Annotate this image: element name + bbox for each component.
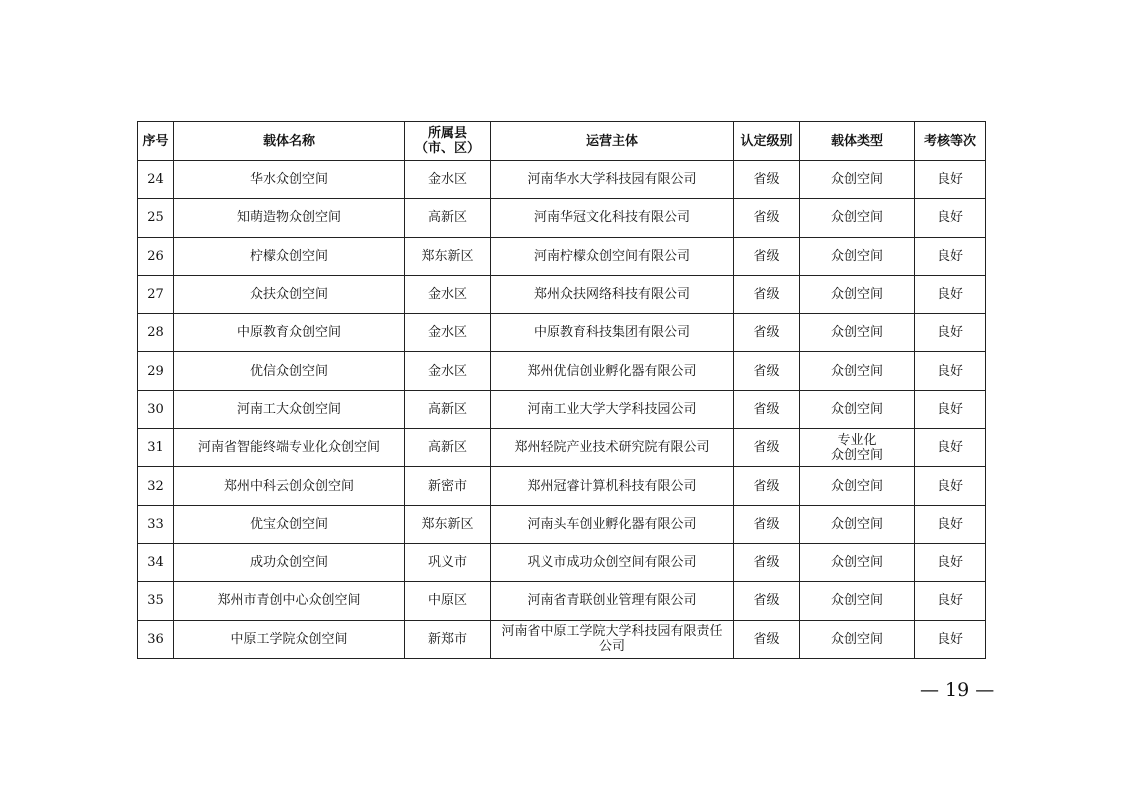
cell-name: 郑州市青创中心众创空间 xyxy=(174,582,405,620)
cell-type: 众创空间 xyxy=(800,582,915,620)
cell-seq: 29 xyxy=(138,352,174,390)
cell-rating: 良好 xyxy=(915,390,986,428)
cell-name: 优信众创空间 xyxy=(174,352,405,390)
cell-type: 众创空间 xyxy=(800,161,915,199)
cell-operator: 郑州众扶网络科技有限公司 xyxy=(491,275,734,313)
cell-operator-line1: 河南省中原工学院大学科技园有限责任 xyxy=(501,624,723,640)
cell-operator: 郑州轻院产业技术研究院有限公司 xyxy=(491,429,734,467)
table-row xyxy=(138,314,986,352)
cell-rating: 良好 xyxy=(915,237,986,275)
cell-type: 众创空间 xyxy=(800,199,915,237)
cell-level: 省级 xyxy=(734,352,800,390)
cell-type-line1: 专业化 xyxy=(837,432,877,448)
table-row xyxy=(138,429,986,467)
cell-name: 优宝众创空间 xyxy=(174,505,405,543)
cell-operator: 河南省青联创业管理有限公司 xyxy=(491,582,734,620)
cell-rating: 良好 xyxy=(915,314,986,352)
carrier-table xyxy=(137,121,986,659)
cell-level: 省级 xyxy=(734,467,800,505)
table-row xyxy=(138,352,986,390)
cell-operator: 郑州优信创业孵化器有限公司 xyxy=(491,352,734,390)
cell-level: 省级 xyxy=(734,161,800,199)
header-type: 载体类型 xyxy=(800,122,915,161)
cell-type: 众创空间 xyxy=(800,505,915,543)
header-county-line1: 所属县 xyxy=(427,126,467,141)
cell-level: 省级 xyxy=(734,505,800,543)
cell-seq: 31 xyxy=(138,429,174,467)
cell-seq: 36 xyxy=(138,620,174,658)
cell-rating: 良好 xyxy=(915,275,986,313)
table-row xyxy=(138,543,986,581)
header-operator: 运营主体 xyxy=(491,122,734,161)
cell-type: 众创空间 xyxy=(800,275,915,313)
cell-type: 众创空间 xyxy=(800,314,915,352)
table-row xyxy=(138,505,986,543)
cell-rating: 良好 xyxy=(915,467,986,505)
cell-operator: 中原教育科技集团有限公司 xyxy=(491,314,734,352)
cell-level: 省级 xyxy=(734,543,800,581)
cell-county: 高新区 xyxy=(405,390,491,428)
page-number: — 19 — xyxy=(920,679,995,701)
cell-level: 省级 xyxy=(734,429,800,467)
cell-name: 柠檬众创空间 xyxy=(174,237,405,275)
cell-level: 省级 xyxy=(734,199,800,237)
cell-name: 郑州中科云创众创空间 xyxy=(174,467,405,505)
cell-name: 中原教育众创空间 xyxy=(174,314,405,352)
table-row xyxy=(138,467,986,505)
cell-name: 成功众创空间 xyxy=(174,543,405,581)
cell-level: 省级 xyxy=(734,620,800,658)
cell-seq: 32 xyxy=(138,467,174,505)
header-level: 认定级别 xyxy=(734,122,800,161)
cell-operator: 郑州冠睿计算机科技有限公司 xyxy=(491,467,734,505)
cell-county: 中原区 xyxy=(405,582,491,620)
cell-level: 省级 xyxy=(734,237,800,275)
table-row xyxy=(138,620,986,658)
table-row xyxy=(138,237,986,275)
header-seq: 序号 xyxy=(138,122,174,161)
cell-county: 郑东新区 xyxy=(405,237,491,275)
cell-type: 众创空间 xyxy=(800,543,915,581)
cell-type xyxy=(800,429,915,467)
cell-rating: 良好 xyxy=(915,620,986,658)
cell-type: 众创空间 xyxy=(800,467,915,505)
table-body xyxy=(138,161,986,659)
cell-type: 众创空间 xyxy=(800,390,915,428)
cell-seq: 33 xyxy=(138,505,174,543)
header-county xyxy=(405,122,491,161)
cell-seq: 26 xyxy=(138,237,174,275)
cell-type: 众创空间 xyxy=(800,237,915,275)
table-row xyxy=(138,161,986,199)
header-county-line2: （市、区） xyxy=(414,141,480,156)
cell-county: 高新区 xyxy=(405,199,491,237)
cell-operator: 河南华水大学科技园有限公司 xyxy=(491,161,734,199)
cell-name: 华水众创空间 xyxy=(174,161,405,199)
cell-seq: 30 xyxy=(138,390,174,428)
table-header xyxy=(138,122,986,161)
cell-county: 金水区 xyxy=(405,352,491,390)
cell-operator xyxy=(491,620,734,658)
cell-name: 众扶众创空间 xyxy=(174,275,405,313)
cell-name: 河南省智能终端专业化众创空间 xyxy=(174,429,405,467)
table-row xyxy=(138,582,986,620)
table-row xyxy=(138,390,986,428)
cell-name: 知萌造物众创空间 xyxy=(174,199,405,237)
cell-type: 众创空间 xyxy=(800,352,915,390)
cell-type: 众创空间 xyxy=(800,620,915,658)
header-rating: 考核等次 xyxy=(915,122,986,161)
cell-county: 金水区 xyxy=(405,314,491,352)
cell-rating: 良好 xyxy=(915,429,986,467)
cell-level: 省级 xyxy=(734,314,800,352)
cell-level: 省级 xyxy=(734,582,800,620)
cell-county: 郑东新区 xyxy=(405,505,491,543)
cell-seq: 28 xyxy=(138,314,174,352)
cell-operator: 河南工业大学大学科技园公司 xyxy=(491,390,734,428)
cell-seq: 25 xyxy=(138,199,174,237)
cell-county: 新郑市 xyxy=(405,620,491,658)
cell-name: 中原工学院众创空间 xyxy=(174,620,405,658)
cell-seq: 27 xyxy=(138,275,174,313)
cell-type-line2: 众创空间 xyxy=(830,447,883,463)
cell-county: 高新区 xyxy=(405,429,491,467)
cell-operator: 河南柠檬众创空间有限公司 xyxy=(491,237,734,275)
cell-county: 巩义市 xyxy=(405,543,491,581)
table-row xyxy=(138,199,986,237)
cell-rating: 良好 xyxy=(915,352,986,390)
cell-seq: 35 xyxy=(138,582,174,620)
cell-level: 省级 xyxy=(734,390,800,428)
cell-rating: 良好 xyxy=(915,543,986,581)
table-row xyxy=(138,275,986,313)
cell-operator: 河南头车创业孵化器有限公司 xyxy=(491,505,734,543)
cell-county: 金水区 xyxy=(405,161,491,199)
cell-county: 新密市 xyxy=(405,467,491,505)
cell-level: 省级 xyxy=(734,275,800,313)
cell-operator: 河南华冠文化科技有限公司 xyxy=(491,199,734,237)
cell-seq: 34 xyxy=(138,543,174,581)
cell-operator: 巩义市成功众创空间有限公司 xyxy=(491,543,734,581)
cell-name: 河南工大众创空间 xyxy=(174,390,405,428)
cell-operator-line2: 公司 xyxy=(598,639,625,655)
cell-rating: 良好 xyxy=(915,161,986,199)
header-row xyxy=(138,122,986,161)
cell-rating: 良好 xyxy=(915,199,986,237)
cell-rating: 良好 xyxy=(915,505,986,543)
cell-county: 金水区 xyxy=(405,275,491,313)
header-name: 载体名称 xyxy=(174,122,405,161)
cell-seq: 24 xyxy=(138,161,174,199)
cell-rating: 良好 xyxy=(915,582,986,620)
